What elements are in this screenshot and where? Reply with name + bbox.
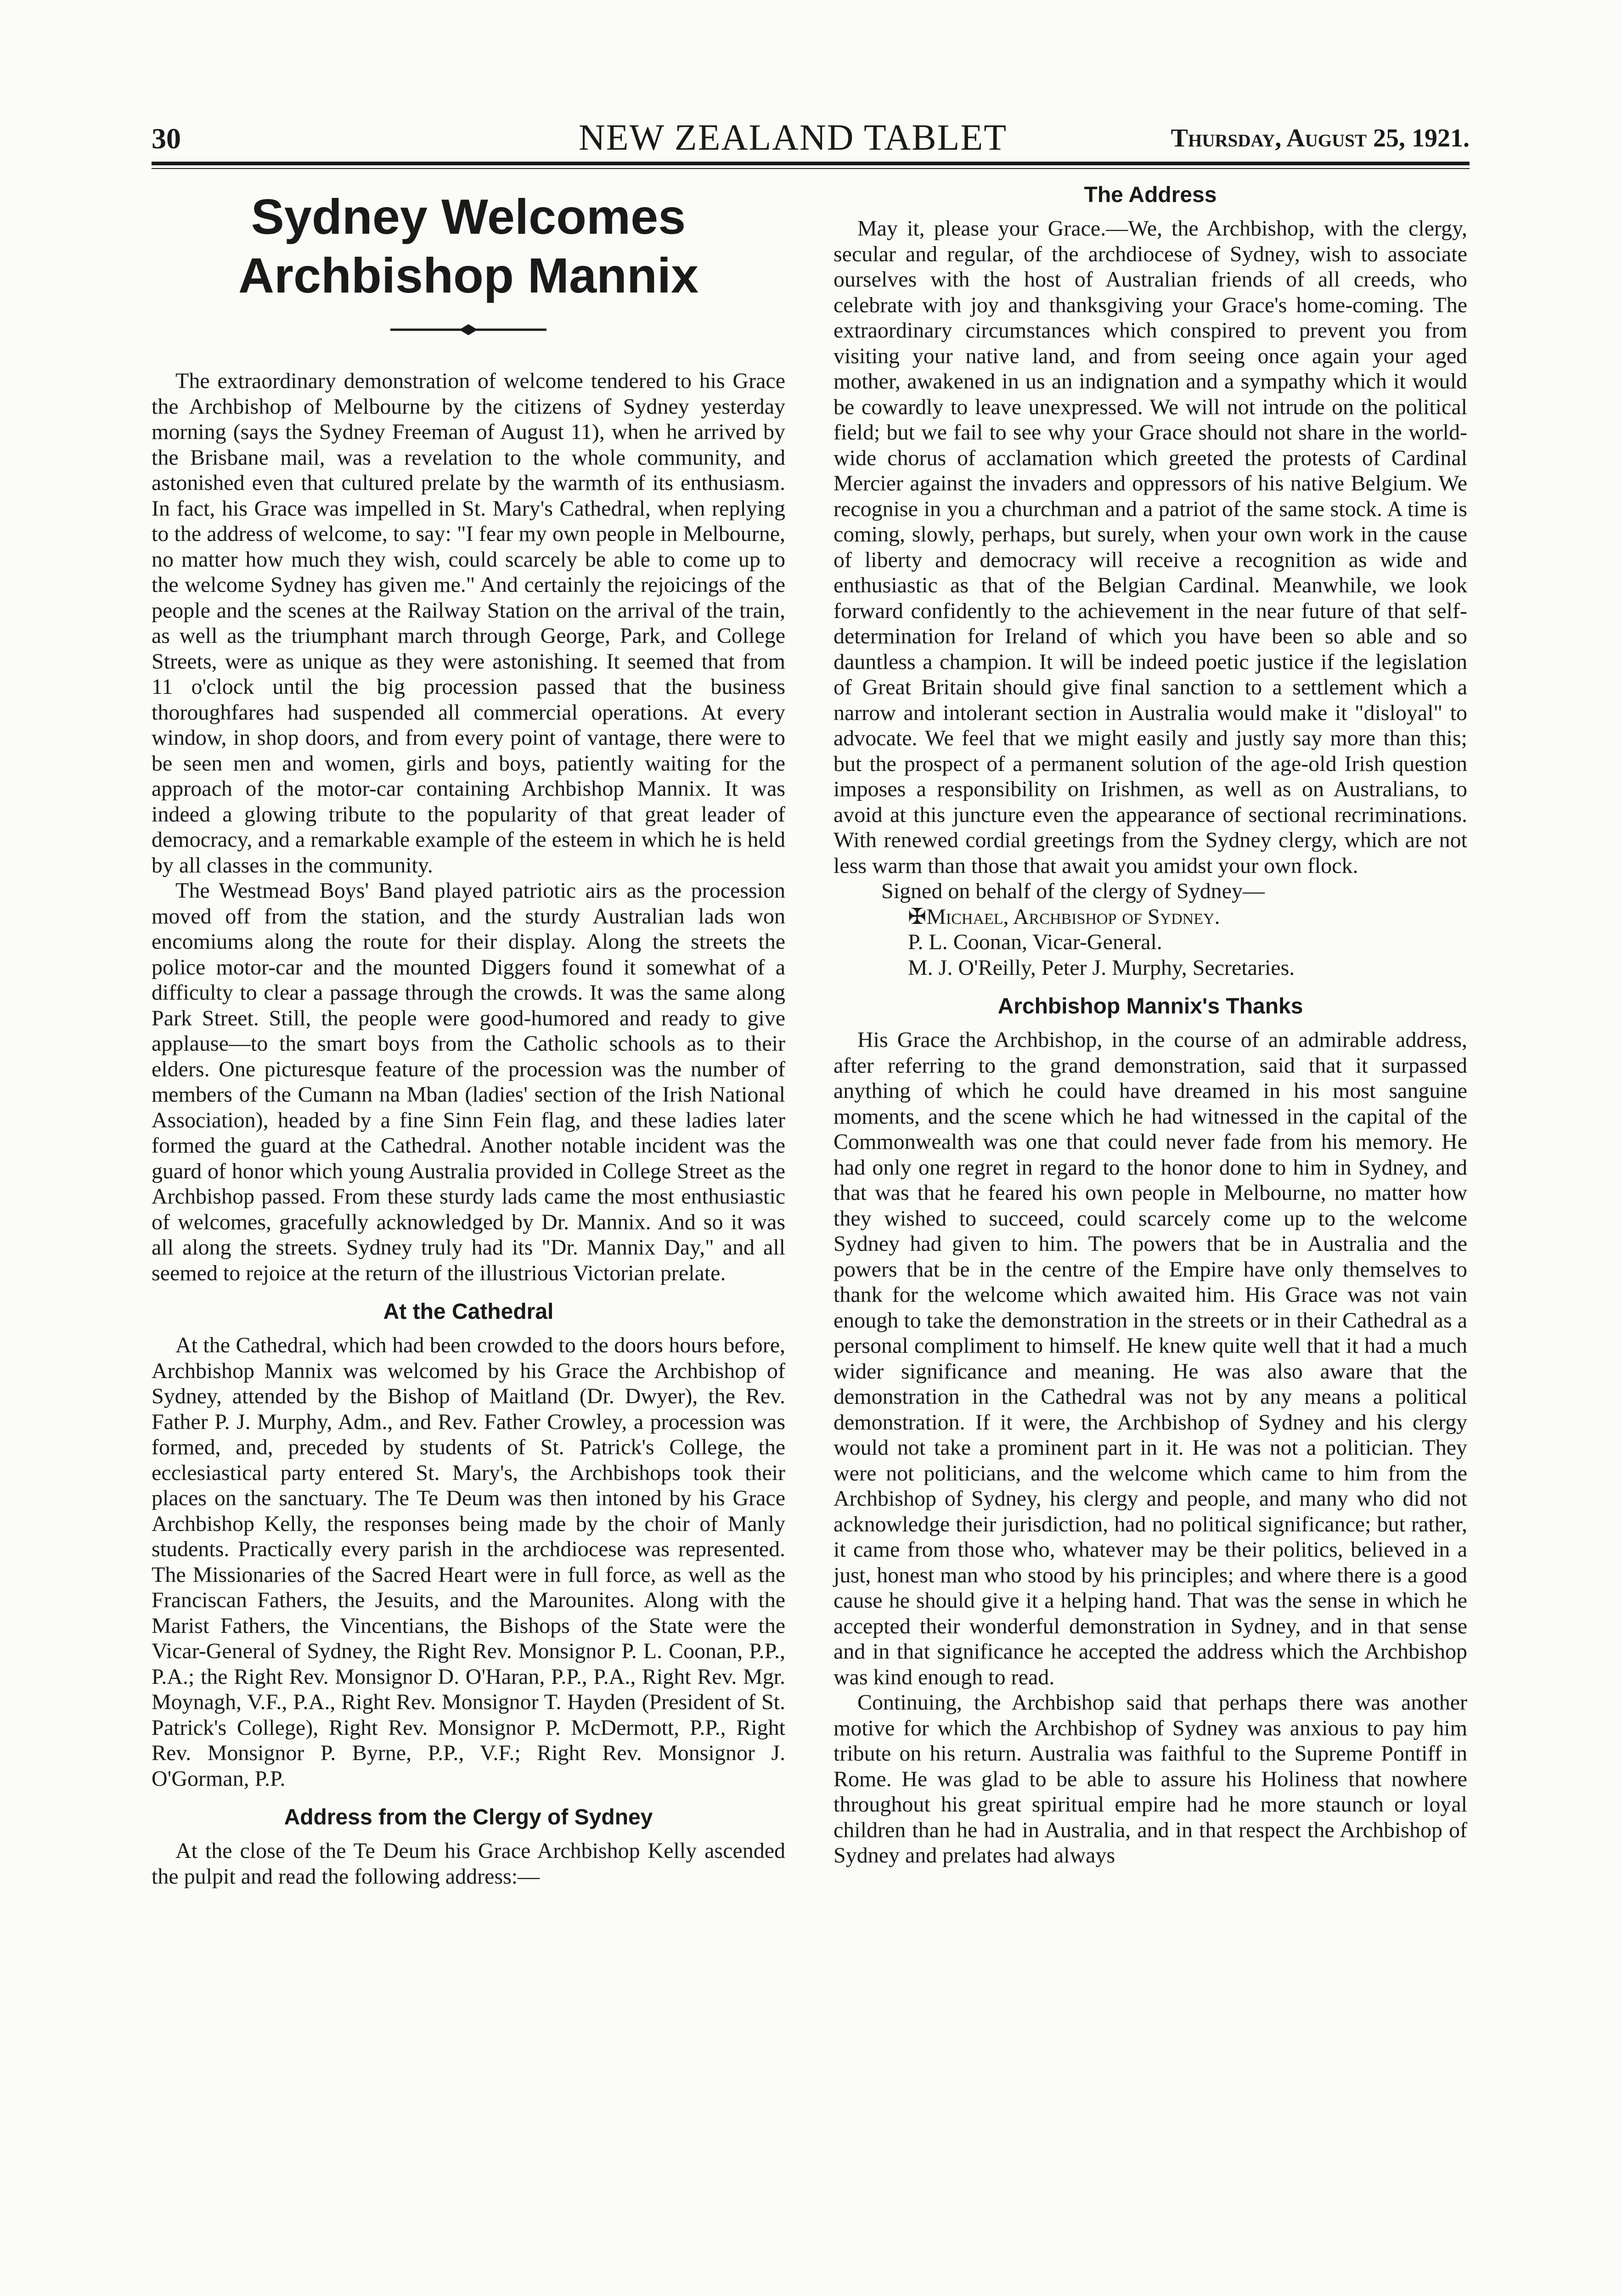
- article-headline: Sydney Welcomes Archbishop Mannix: [238, 189, 699, 303]
- signature-secretaries: M. J. O'Reilly, Peter J. Murphy, Secretaries.: [908, 955, 1295, 980]
- issue-date: Thursday, August 25, 1921.: [1171, 124, 1470, 152]
- address-heading: The Address: [1084, 183, 1217, 207]
- thanks-heading: Archbishop Mannix's Thanks: [997, 994, 1303, 1019]
- cathedral-paragraph: At the Cathedral, which had been crowded to the doors hours before, Archbishop Mannix was welcomed by his Grace the Archbishop of Sydney, attended by the Bishop of Maitland (Dr. Dwyer), the Rev. Father P. J. Murphy, Adm., and Rev. Father Crowley, a procession was formed, and, preceded by students of St. Patrick's College, the ecclesiastical party entered St. Mary's, the Archbishops took their places on the sanctuary. The Te Deum was then intoned by his Grace Archbishop Kelly, the responses being made by the choir of Manly students. Practically every parish in the archdiocese was represented. The Missionaries of the Sacred Heart were in full force, as well as the Franciscan Fathers, the Jesuits, and the Marounites. Along with the Marist Fathers, the Vincentians, the Bishops of the State were the Vicar-General of Sydney, the Right Rev. Monsignor P. L. Coonan, P.P., P.A.; the Right Rev. Monsignor D. O'Haran, P.P., P.A., Right Rev. Mgr. Moynagh, V.F., P.A., Right Rev. Monsignor T. Hayden (President of St. Patrick's College), Right Rev. Monsignor P. McDermott, P.P., Right Rev. Monsignor P. Byrne, P.P., V.F.; Right Rev. Monsignor J. O'Gorman, P.P.: [152, 1333, 785, 1791]
- thanks-paragraph: His Grace the Archbishop, in the course of an admirable address, after referring to the grand demonstration, said that it surpassed anything of which he could have dreamed in his most sanguine moments, and the scene which he had witnessed in the capital of the Commonwealth was one that could never fade from his memory. He had only one regret in regard to the honor done to him in Sydney, and that was that he feared his own people in Melbourne, no matter how they wished to succeed, could scarcely come up to the welcome Sydney had given to him. The powers that be in Australia and the powers that be in the centre of the Empire have only themselves to thank for the welcome which awaited him. His Grace was not vain enough to take the demonstration in the streets or in their Cathedral as a personal compliment to himself. He knew quite well that it had a much wider significance and meaning. He was also aware that the demonstration in the Cathedral was not by any means a political demonstration. If it were, the Archbishop of Sydney and his clergy would not take a prominent part in it. He was not a politician. They were not politicians, and the welcome which came to him from the Archbishop of Sydney, his clergy and people, and many who did not acknowledge their jurisdiction, had no political significance; but rather, it came from those who, whatever may be their politics, believed in a just, honest man who stood by his principles; and where there is a good cause he should give it a helping hand. That was the sense in which he accepted their wonderful demonstration in Sydney, and in that sense and in that significance he accepted the address which the Archbishop was kind enough to read.: [834, 1028, 1467, 1689]
- address-paragraph: May it, please your Grace.—We, the Archbishop, with the clergy, secular and regular, of the archdiocese of Sydney, wish to associate ourselves with the host of Australian friends of all creeds, who celebrate with joy and thanksgiving your Grace's home-coming. The extraordinary circumstances which conspired to prevent you from visiting your native land, and from seeing once again your aged mother, awakened in us an indignation and a sympathy which it would be cowardly to leave unexpressed. We will not intrude on the political field; but we fail to see why your Grace should not share in the world-wide chorus of acclamation which greeted the protests of Cardinal Mercier against the invaders and oppressors of his native Belgium. We recognise in you a churchman and a patriot of the same stock. A time is coming, slowly, perhaps, but surely, when your own work in the cause of liberty and democracy will receive a recognition as wide and enthusiastic as that of the Belgian Cardinal. Meanwhile, we look forward confidently to the achievement in the near future of that self-determination for Ireland of which you have been so able and so dauntless a champion. It will be indeed poetic justice if the legislation of Great Britain should give final sanction to a settlement which a narrow and intolerant section in Australia would make it "disloyal" to advocate. We feel that we might easily and justly say more than this; but the prospect of a permanent solution of the age-old Irish question imposes a responsibility on Irishmen, as well as on Australians, to avoid at this juncture even the appearance of sectional recriminations. With renewed cordial greetings from the Sydney clergy, which are not less warm than those that await you amidst your own flock.: [834, 216, 1467, 878]
- masthead: NEW ZEALAND TABLET: [579, 118, 1008, 158]
- header-rule-thin: [152, 168, 1470, 169]
- article-paragraph: The extraordinary demonstration of welcome tendered to his Grace the Archbishop of Melbourne by the citizens of Sydney yesterday morning (says the Sydney Freeman of August 11), when he arrived by the Brisbane mail, was a revelation to the whole community, and astonished even that cultured prelate by the warmth of its enthusiasm. In fact, his Grace was impelled in St. Mary's Cathedral, when replying to the address of welcome, to say: "I fear my own people in Melbourne, no matter how much they wish, could scarcely be able to come up to the welcome Sydney has given me." And certainly the rejoicings of the people and the scenes at the Railway Station on the arrival of the train, as well as the triumphant march through George, Park, and College Streets, were as unique as they were astonishing. It seemed that from 11 o'clock until the big procession passed that the business thoroughfares had suspended all commercial operations. At every window, in shop doors, and from every point of vantage, there were to be seen men and women, girls and boys, patiently waiting for the approach of the motor-car containing Archbishop Mannix. It was indeed a glowing tribute to the popularity of that great leader of democracy, and a remarkable example of the esteem in which he is held by all classes in the community.: [152, 369, 785, 878]
- ornament-divider-icon: [390, 321, 546, 339]
- clergy-address-paragraph: At the close of the Te Deum his Grace Archbishop Kelly ascended the pulpit and read the following address:—: [152, 1839, 785, 1889]
- header-rule: [152, 162, 1470, 165]
- thanks-paragraph: Continuing, the Archbishop said that perhaps there was another motive for which the Archbishop of Sydney was anxious to pay him tribute on his return. Australia was faithful to the Supreme Pontiff in Rome. He was glad to be able to assure his Holiness that nowhere throughout his great spiritual empire had he more staunch or loyal children than he had in Australia, and in that respect the Archbishop of Sydney and prelates had always: [834, 1690, 1467, 1868]
- clergy-address-heading: Address from the Clergy of Sydney: [284, 1805, 653, 1829]
- left-column: [152, 179, 785, 1889]
- signed-line: Signed on behalf of the clergy of Sydney—: [881, 879, 1265, 903]
- right-column: [834, 179, 1467, 1868]
- signature-vicar-general: P. L. Coonan, Vicar-General.: [908, 930, 1162, 954]
- signature-archbishop: ✠Michael, Archbishop of Sydney.: [908, 904, 1220, 929]
- article-paragraph: The Westmead Boys' Band played patriotic airs as the procession moved off from the station, and the sturdy Australian lads won encomiums along the route for their display. Along the streets the police motor-car and the mounted Diggers found it somewhat of a difficulty to clear a passage through the crowds. It was the same along Park Street. Still, the people were good-humored and ready to give applause—to the smart boys from the Catholic schools as to their elders. One picturesque feature of the procession was the number of members of the Cumann na Mban (ladies' section of the Irish National Association), headed by a fine Sinn Fein flag, and these ladies later formed the guard at the Cathedral. Another notable incident was the guard of honor which young Australia provided in College Street as the Archbishop passed. From these sturdy lads came the most enthusiastic of welcomes, gracefully acknowledged by Dr. Mannix. And so it was all along the streets. Sydney truly had its "Dr. Mannix Day," and all seemed to rejoice at the return of the illustrious Victorian prelate.: [152, 878, 785, 1285]
- cathedral-heading: At the Cathedral: [383, 1300, 554, 1324]
- page-number: 30: [152, 122, 181, 155]
